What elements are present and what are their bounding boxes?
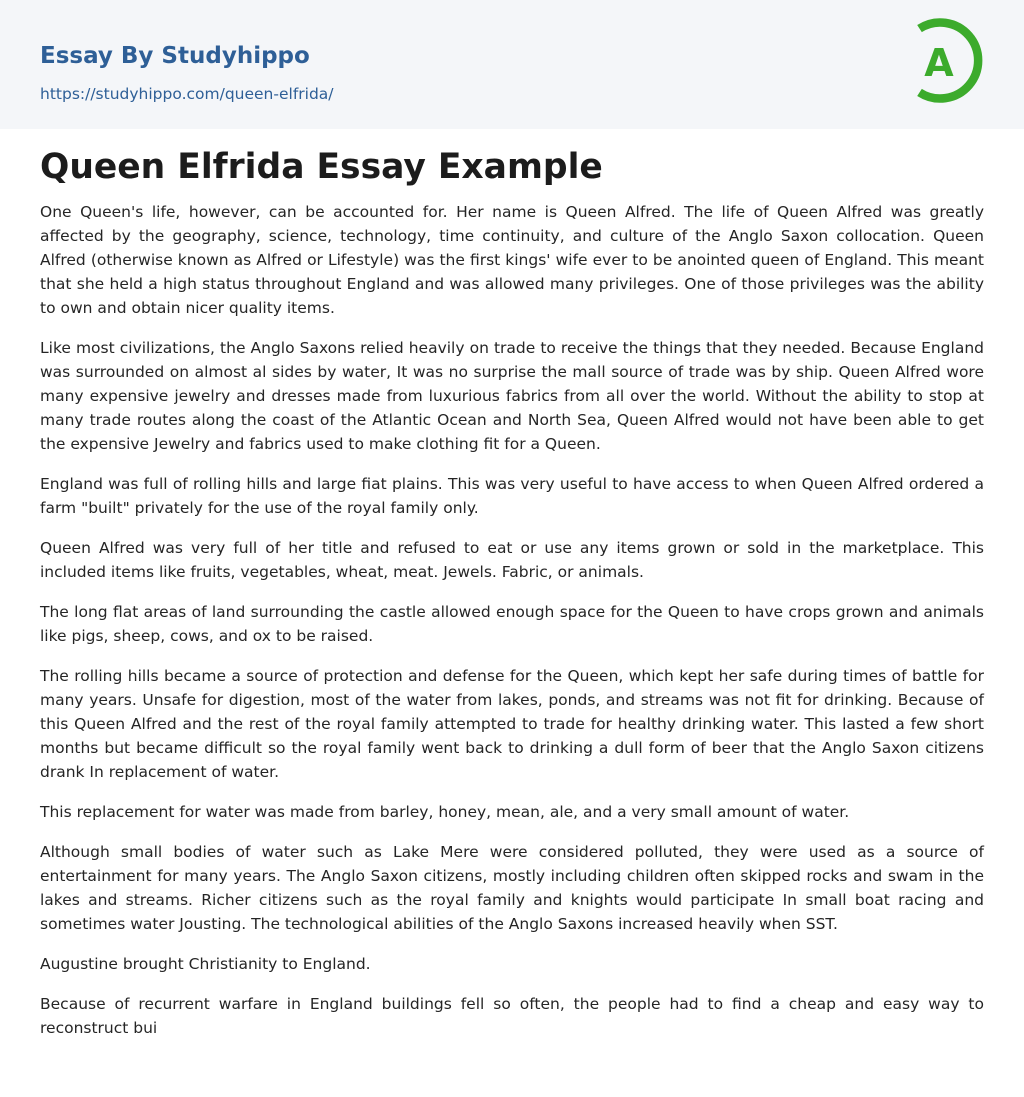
- page-title: Queen Elfrida Essay Example: [40, 147, 603, 187]
- essay-paragraph: England was full of rolling hills and large fiat plains. This was very useful to have access to when Queen Alfred ordered a farm "built" privately for the use of the royal family only.: [40, 475, 984, 517]
- essay-url-link[interactable]: https://studyhippo.com/queen-elfrida/: [40, 85, 334, 103]
- logo-ring-icon: [894, 18, 988, 108]
- studyhippo-logo[interactable]: [894, 18, 988, 108]
- essay-paragraph: The long flat areas of land surrounding the castle allowed enough space for the Queen to have crops grown and animals like pigs, sheep, cows, and ox to be raised.: [40, 603, 984, 645]
- site-header: [0, 0, 1024, 129]
- essay-paragraph: One Queen's life, however, can be accounted for. Her name is Queen Alfred. The life of Queen Alfred was greatly affected by the geography, science, technology, time continuity, and culture of the Anglo Saxon collocation. Queen Alfred (otherwise known as Alfred or Lifestyle) was the first kings' wife ever to be anointed queen of England. This meant that she held a high status throughout England and was allowed many privileges. One of those privileges was the ability to own and obtain nicer quality items.: [40, 203, 984, 317]
- essay-paragraph: Although small bodies of water such as Lake Mere were considered polluted, they were used as a source of entertainment for many years. The Anglo Saxon citizens, mostly including children often skipped rocks and swam in the lakes and streams. Richer citizens such as the royal family and knights would participate In small boat racing and sometimes water Jousting. The technological abilities of the Anglo Saxons increased heavily when SST.: [40, 843, 984, 933]
- essay-paragraph: Because of recurrent warfare in England buildings fell so often, the people had to find a cheap and easy way to reconstruct bui: [40, 995, 984, 1037]
- logo-letter: A: [924, 41, 954, 85]
- site-brand[interactable]: Essay By Studyhippo: [40, 43, 310, 69]
- essay-paragraph: The rolling hills became a source of protection and defense for the Queen, which kept her safe during times of battle for many years. Unsafe for digestion, most of the water from lakes, ponds, and streams was not fit for drinking. Because of this Queen Alfred and the rest of the royal family attempted to trade for healthy drinking water. This lasted a few short months but became difficult so the royal family went back to drinking a dull form of beer that the Anglo Saxon citizens drank In replacement of water.: [40, 667, 984, 781]
- essay-paragraph: This replacement for water was made from barley, honey, mean, ale, and a very small amount of water.: [40, 803, 850, 821]
- essay-paragraph: Augustine brought Christianity to England.: [40, 955, 371, 973]
- essay-paragraph: Queen Alfred was very full of her title and refused to eat or use any items grown or sold in the marketplace. This included items like fruits, vegetables, wheat, meat. Jewels. Fabric, or animals.: [40, 539, 984, 581]
- essay-paragraph: Like most civilizations, the Anglo Saxons relied heavily on trade to receive the things that they needed. Because England was surrounded on almost al sides by water, It was no surprise the mall source of trade was by ship. Queen Alfred wore many expensive jewelry and dresses made from luxurious fabrics from all over the world. Without the ability to stop at many trade routes along the coast of the Atlantic Ocean and North Sea, Queen Alfred would not have been able to get the expensive Jewelry and fabrics used to make clothing fit for a Queen.: [40, 339, 984, 453]
- essay-body: [40, 200, 984, 1056]
